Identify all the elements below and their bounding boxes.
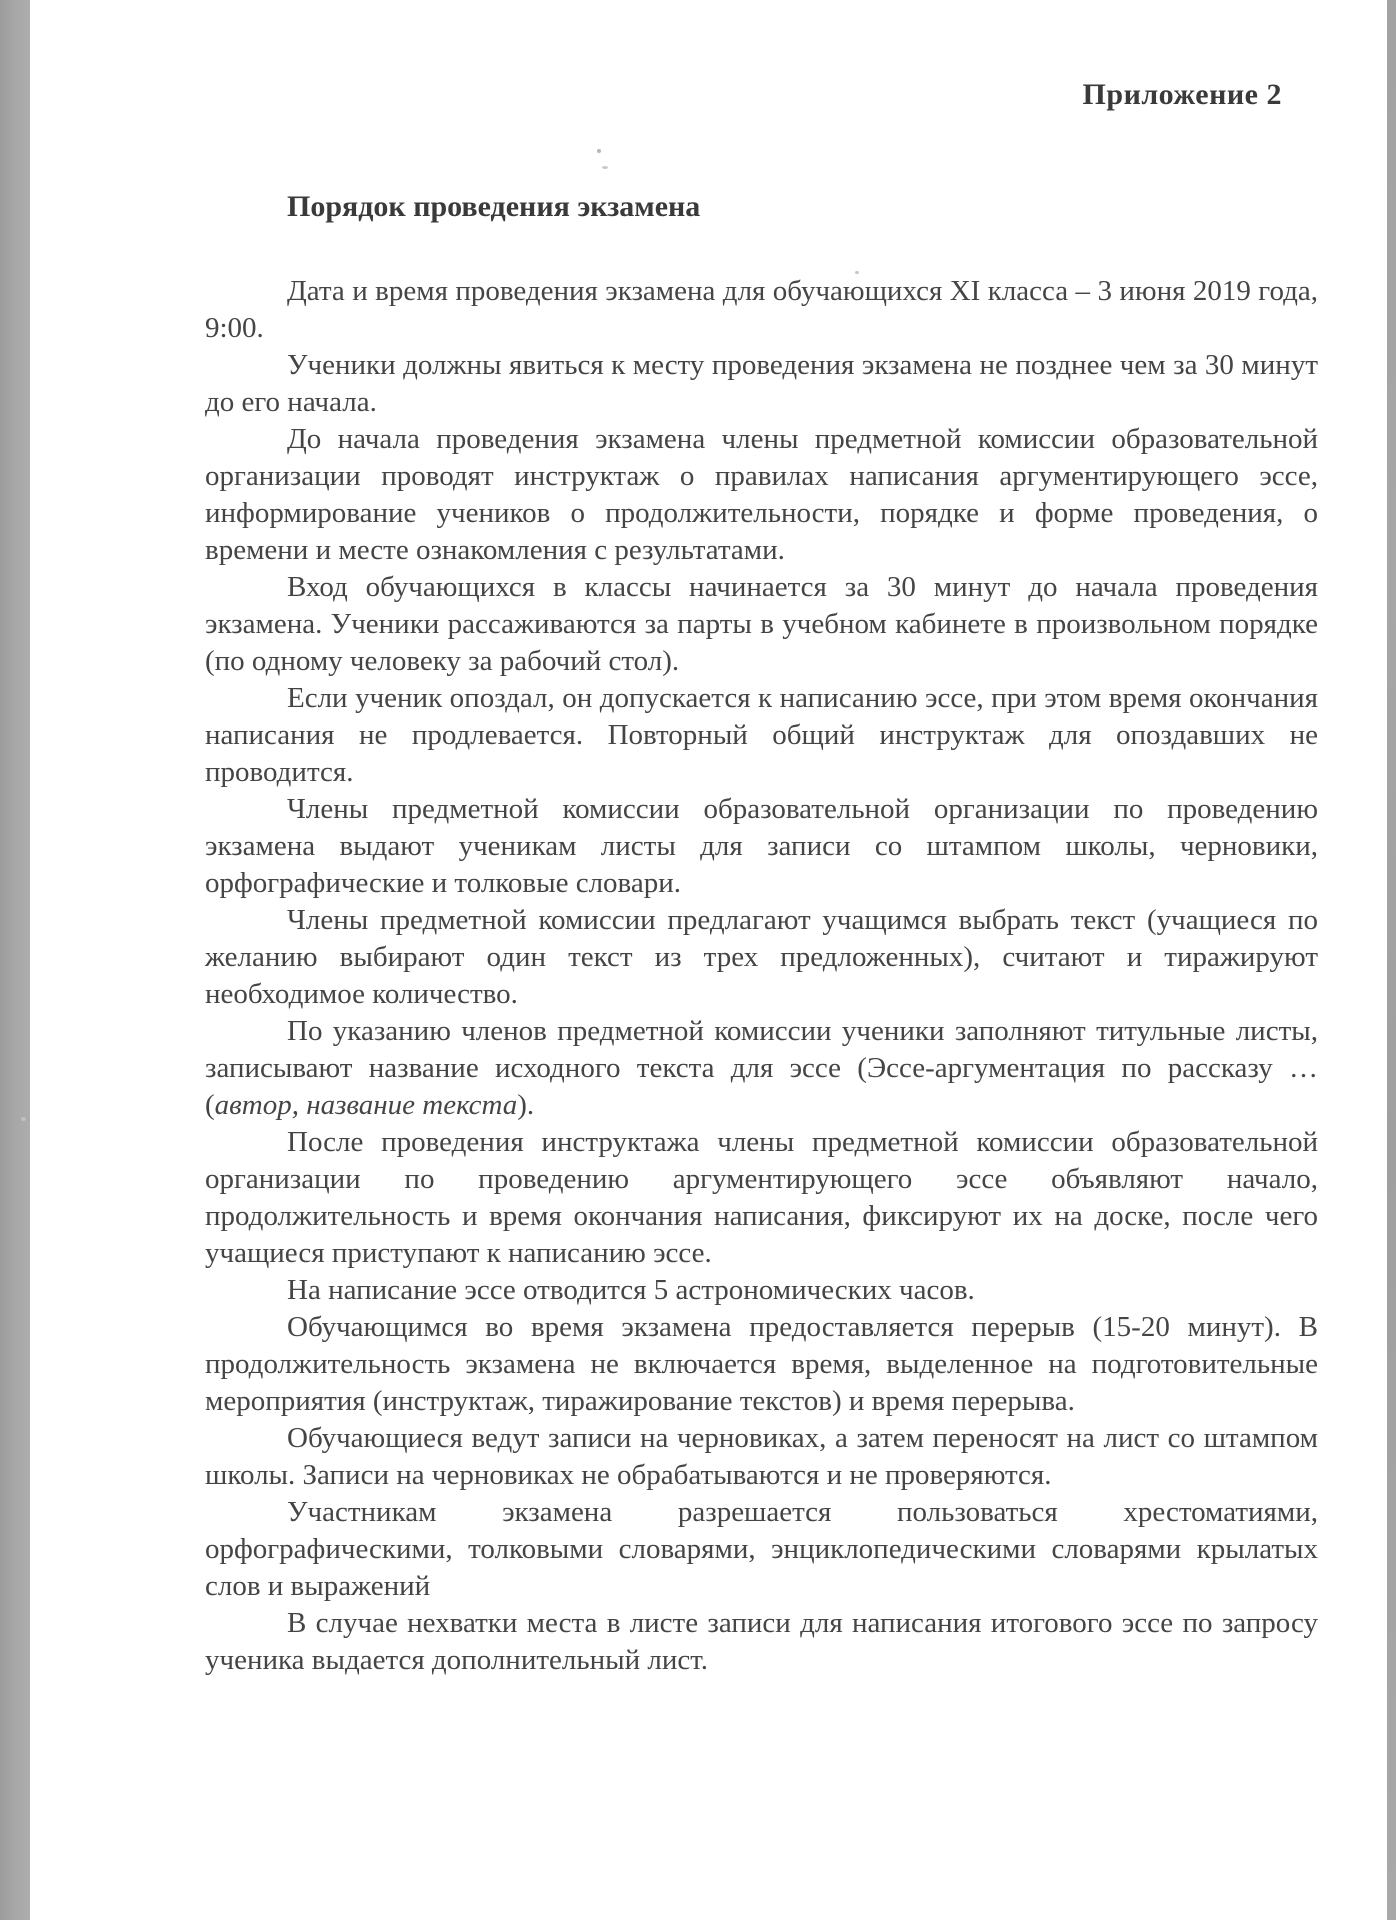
paragraph-title-sheets <box>205 1013 1318 1124</box>
document-title: Порядок проведения экзамена <box>287 190 701 223</box>
paragraph-title-sheets-post: ). <box>517 1089 535 1121</box>
paragraph-extra-sheet: В случае нехватки места в листе записи для написания итогового эссе по запросу ученика выдается дополнительный лист. <box>205 1607 1318 1676</box>
paragraph-break: Обучающимся во время экзамена предоставляется перерыв (15-20 минут). В продолжительность экзамена не включается время, выделенное на подготовительные мероприятия (инструктаж, тиражирование текстов) и время перерыва. <box>205 1311 1318 1417</box>
scan-edge-left <box>0 0 30 1920</box>
paragraph-entry: Вход обучающихся в классы начинается за 30 минут до начала проведения экзамена. Ученики рассаживаются за парты в учебном кабинете в произвольном порядке (по одному человеку за рабочий стол). <box>205 571 1318 677</box>
paragraph-allowed-aids: Участникам экзамена разрешается пользоваться хрестоматиями, орфографическими, толковыми словарями, энциклопедическими словарями крылатых слов и выражений <box>205 1496 1318 1602</box>
paragraph-text-choice: Члены предметной комиссии предлагают учащимся выбрать текст (учащиеся по желанию выбирают один текст из трех предложенных), считают и тиражируют необходимое количество. <box>205 904 1318 1010</box>
paragraph-duration: На написание эссе отводится 5 астрономических часов. <box>287 1274 975 1306</box>
paragraph-start-announce: После проведения инструктажа члены предметной комиссии образовательной организации по проведению аргументирующего эссе объявляют начало, продолжительность и время окончания написания, фиксируют их на доске, после чего учащиеся приступают к написанию эссе. <box>205 1126 1318 1269</box>
paragraph-title-sheets-pre: По указанию членов предметной комиссии ученики заполняют титульные листы, записывают название исходного текста для эссе (Эссе-аргументация по рассказу … ( <box>205 1015 1318 1121</box>
document-body <box>205 188 1318 1679</box>
scan-speck <box>21 1117 26 1121</box>
scan-speck <box>597 149 601 153</box>
paragraph-title-sheets-italic: автор, название текста <box>214 1089 518 1121</box>
paragraph-drafts: Обучающиеся ведут записи на черновиках, а затем переносят на лист со штампом школы. Записи на черновиках не обрабатываются и не проверяются. <box>205 1422 1318 1491</box>
paragraph-arrival: Ученики должны явиться к месту проведения экзамена не позднее чем за 30 минут до его начала. <box>205 349 1318 418</box>
appendix-label: Приложение 2 <box>1082 78 1282 111</box>
paragraph-late: Если ученик опоздал, он допускается к написанию эссе, при этом время окончания написания не продлевается. Повторный общий инструктаж для опоздавших не проводится. <box>205 682 1318 788</box>
scan-edge-right <box>1387 0 1396 1920</box>
scan-speck <box>602 166 608 169</box>
paragraph-date-time: Дата и время проведения экзамена для обучающихся XI класса – 3 июня 2019 года, 9:00. <box>205 275 1318 344</box>
paragraph-briefing: До начала проведения экзамена члены предметной комиссии образовательной организации проводят инструктаж о правилах написания аргументирующего эссе, информирование учеников о продолжительности, порядке и форме проведения, о времени и месте ознакомления с результатами. <box>205 423 1318 566</box>
paragraph-materials: Члены предметной комиссии образовательной организации по проведению экзамена выдают ученикам листы для записи со штампом школы, черновики, орфографические и толковые словари. <box>205 793 1318 899</box>
